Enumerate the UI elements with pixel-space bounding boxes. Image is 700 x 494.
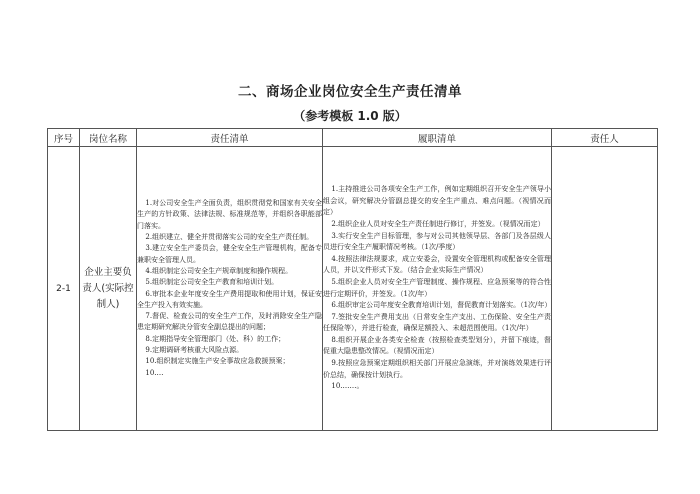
duty-item: 9.按照应急预案定期组织相关部门开展应急演练，并对演练效果进行评价总结，确保按计划执行。: [323, 359, 551, 379]
table-row: [48, 147, 658, 431]
responsibility-item: 10.组织制定实施生产安全事故应急救援预案；: [145, 357, 290, 366]
duty-item: 6.组织审定公司年度安全教育培训计划，督促教育计划落实。（1次/年）: [331, 301, 552, 310]
header-seq: 序号: [48, 129, 80, 147]
responsibility-item: 9.定期调研考核重大风险点源。: [145, 345, 244, 354]
responsibility-item: 1.对公司安全生产全面负责，组织贯彻党和国家有关安全生产的方针政策、法律法规、标准规范等，并组织各职能部门落实。: [137, 199, 322, 230]
responsibility-list: [137, 147, 323, 431]
header-responsibilities: 责任清单: [137, 129, 323, 147]
header-duties: 履职清单: [323, 129, 552, 147]
duty-item: 3.实行安全生产目标管理，参与对公司其他领导层、各部门及各层级人员进行安全生产履职情况考核。（1次/季度）: [323, 231, 551, 252]
header-position: 岗位名称: [80, 129, 137, 147]
duty-item: 4.按照法律法规要求，成立安委会，设置安全管理机构或配备安全管理人员，并以文件形式下发。（结合企业实际生产情况）: [323, 254, 551, 275]
responsibility-item: 2.组织建立、健全并贯彻落实公司的安全生产责任制。: [145, 233, 314, 242]
document-subtitle: （参考模板 1.0 版）: [293, 109, 407, 123]
duty-item: 10.……。: [331, 382, 364, 391]
responsibility-item: 10.…: [145, 368, 164, 377]
responsibility-item: 4.组织制定公司安全生产规章制度和操作规程。: [145, 266, 293, 275]
header-person: 责任人: [552, 129, 658, 147]
duty-item: 7.签批安全生产费用支出（日常安全生产支出、工伤保险、安全生产责任保险等），并进行检查，确保足额投入、未超范围使用。（1次/年）: [323, 312, 551, 333]
duty-item: 8.组织开展企业各类安全检查（按照检查类型划分），并留下痕迹，督促重大隐患整改情况。（视情况而定）: [323, 335, 551, 356]
document-title: 二、商场企业岗位安全生产责任清单: [238, 84, 462, 100]
row-seq: 2-1: [48, 147, 80, 431]
responsibility-item: 6.审批本企业年度安全生产费用提取和使用计划，保证安全生产投入有效实施。: [137, 289, 322, 309]
responsibility-item: 7.督促、检查公司的安全生产工作，及时消除安全生产隐患定期研究解决分管安全副总提出的问题；: [137, 312, 322, 332]
duty-item: 2.组织企业人员对安全生产责任制进行修订，并签发。（视情况而定）: [331, 219, 545, 228]
duty-item: 1.主持推进公司各项安全生产工作，例如定期组织召开安全生产领导小组会议，研究解决分管副总提交的安全生产重点、难点问题。（视情况而定）: [323, 185, 551, 217]
row-position: 企业主要负责人(实际控制人): [80, 147, 137, 431]
duty-item: 5.组织企业人员对安全生产管理制度、操作规程、应急预案等的符合性进行定期评价，并签发。（1次/年）: [323, 277, 551, 298]
table-header-row: [48, 129, 658, 147]
responsibility-table: [47, 128, 658, 431]
responsibility-item: 3.建立安全生产委员会，健全安全生产管理机构，配备专兼职安全管理人员。: [137, 244, 322, 264]
responsibility-item: 5.组织制定公司安全生产教育和培训计划。: [145, 278, 279, 287]
responsibility-item: 8.定期指导安全管理部门（处、科）的工作；: [145, 334, 286, 343]
duty-list: [323, 147, 552, 431]
row-person: [552, 147, 658, 431]
